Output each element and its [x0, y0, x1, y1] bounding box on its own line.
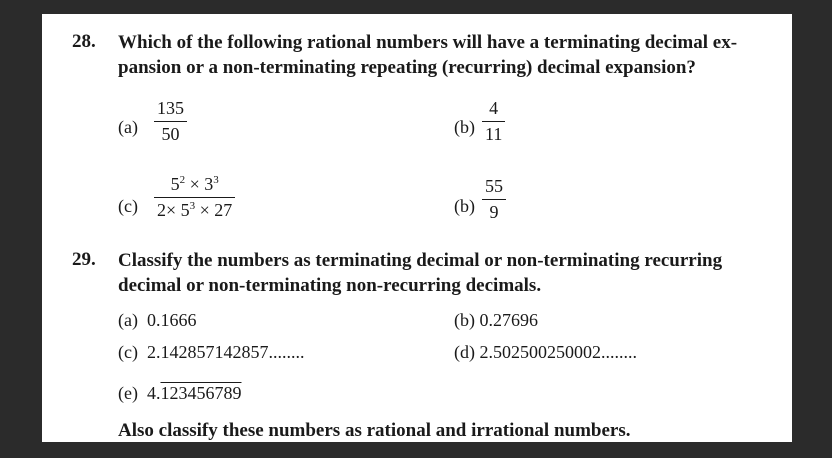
- base: 5: [170, 174, 180, 194]
- integer-part: 4.: [146, 383, 161, 403]
- q28-option-d-fraction: [482, 176, 506, 223]
- q29-option-a: [118, 310, 196, 331]
- operator: ×: [189, 174, 200, 194]
- factor: 2×: [157, 200, 177, 220]
- q28-option-b-fraction: [482, 98, 505, 145]
- base: 3: [204, 174, 214, 194]
- question-28-number: 28.: [72, 31, 96, 52]
- fraction-numerator: 135: [157, 98, 184, 118]
- q29-option-d: [454, 342, 637, 363]
- factor: × 27: [199, 200, 233, 220]
- option-value: 2.142857142857........: [146, 342, 305, 362]
- question-29-text-line2: decimal or non-terminating non-recurring decimals.: [118, 275, 542, 296]
- option-label: (b): [454, 310, 475, 330]
- document-page: [42, 14, 792, 442]
- fraction-denominator: 11: [482, 121, 505, 145]
- q28-option-c-label: (c): [118, 196, 138, 216]
- question-29-text-line1: Classify the numbers as terminating decimal or non-terminating recurring: [118, 250, 723, 271]
- fraction-denominator: [154, 197, 235, 221]
- repeating-digits-overline: 123456789: [160, 383, 242, 403]
- option-label: (a): [118, 310, 138, 330]
- option-label: (c): [118, 342, 138, 362]
- option-value: 0.27696: [479, 310, 538, 330]
- fraction-numerator: 4: [489, 98, 499, 118]
- question-28-text-line2: pansion or a non-terminating repeating (recurring) decimal expansion?: [118, 57, 696, 78]
- base: 5: [180, 200, 190, 220]
- exponent: 2: [179, 174, 186, 186]
- option-value: 0.1666: [146, 310, 197, 330]
- fraction-denominator: 50: [154, 121, 187, 145]
- option-value: 2.502500250002........: [479, 342, 637, 362]
- q28-option-c-fraction: [154, 174, 235, 221]
- fraction-numerator: [154, 174, 235, 197]
- q29-option-e: [118, 383, 241, 404]
- q28-option-b-label: (b): [454, 117, 475, 137]
- q28-option-d-label: (b): [454, 196, 475, 216]
- q29-footer-instruction: Also classify these numbers as rational and irrational numbers.: [118, 420, 631, 441]
- exponent: 3: [189, 200, 196, 212]
- q29-option-c: [118, 342, 304, 363]
- question-29-number: 29.: [72, 249, 96, 270]
- fraction-denominator: 9: [482, 199, 506, 223]
- option-label: (d): [454, 342, 475, 362]
- exponent: 3: [213, 174, 219, 186]
- q28-option-a-label: (a): [118, 117, 138, 137]
- option-label: (e): [118, 383, 138, 403]
- fraction-numerator: 55: [485, 176, 503, 196]
- question-28-text-line1: Which of the following rational numbers will have a terminating decimal ex-: [118, 32, 738, 53]
- q29-option-b: [454, 310, 538, 331]
- q28-option-a-fraction: [154, 98, 187, 145]
